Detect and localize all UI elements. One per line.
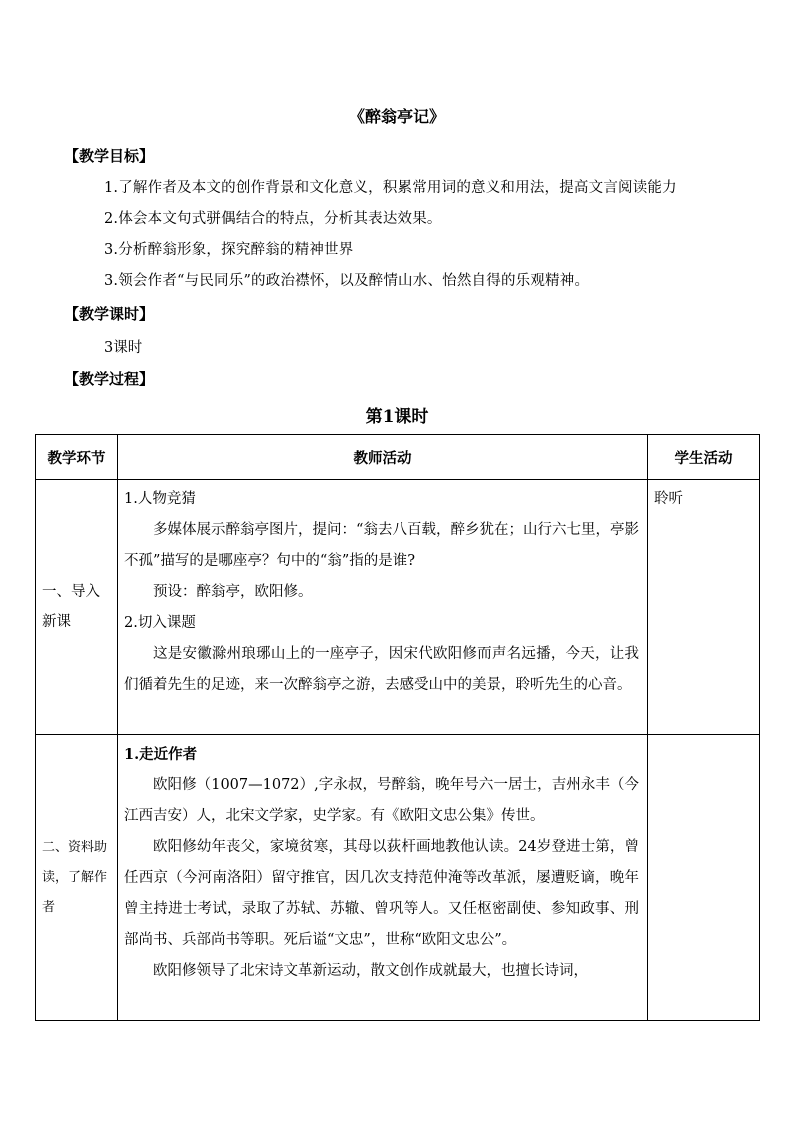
activity-paragraph: 欧阳修（1007—1072）,字永叔，号醉翁，晚年号六一居士，吉州永丰（今江西吉安）人，北宋文学家，史学家。有《欧阳文忠公集》传世。	[124, 777, 639, 824]
header-teacher: 教师活动	[118, 435, 648, 480]
activity-subheading: 1.走近作者	[124, 746, 198, 763]
goal-item-2: 2.体会本文句式骈偶结合的特点，分析其表达效果。	[104, 211, 442, 227]
activity-subheading: 1.人物竞猜	[124, 491, 196, 507]
stage-cell: 二、资料助读，了解作者	[36, 735, 118, 1021]
process-heading: 【教学过程】	[64, 370, 155, 388]
goal-item-1: 1.了解作者及本文的创作背景和文化意义，积累常用词的意义和用法，提高文言阅读能力	[104, 180, 677, 196]
activity-subheading: 2.切入课题	[124, 615, 196, 631]
lesson-title: 第1课时	[365, 407, 429, 427]
goals-heading: 【教学目标】	[64, 147, 155, 165]
activity-paragraph: 预设：醉翁亭，欧阳修。	[153, 584, 313, 600]
student-activity-cell: 聆听	[648, 480, 760, 735]
header-stage: 教学环节	[36, 435, 118, 480]
table-header-row	[36, 435, 760, 480]
hours-value: 3课时	[104, 340, 143, 356]
stage-cell: 一、导入新课	[36, 480, 118, 735]
table-row	[36, 480, 760, 735]
activity-paragraph: 欧阳修领导了北宋诗文革新运动，散文创作成就最大，也擅长诗词，	[153, 963, 588, 979]
activity-paragraph: 欧阳修幼年丧父，家境贫寒，其母以荻杆画地教他认读。24岁登进士第，曾任西京（今河南洛阳）留守推官，因几次支持范仲淹等改革派，屡遭贬谪，晚年曾主持进士考试，录取了苏轼、苏辙、曾巩等人。又任枢密副使、参知政事、刑部尚书、兵部尚书等职。死后谥“文忠”，世称“欧阳文忠公”。	[124, 839, 639, 948]
table-row	[36, 735, 760, 1021]
document-title: 《醉翁亭记》	[348, 107, 445, 126]
header-student: 学生活动	[648, 435, 760, 480]
teacher-activity-cell	[118, 735, 648, 1021]
hours-heading: 【教学课时】	[64, 305, 155, 323]
lesson-table	[35, 434, 760, 1021]
activity-paragraph: 这是安徽滁州琅琊山上的一座亭子，因宋代欧阳修而声名远播，今天，让我们循着先生的足迹，来一次醉翁亭之游，去感受山中的美景，聆听先生的心音。	[124, 646, 639, 693]
activity-paragraph: 多媒体展示醉翁亭图片，提问：“翁去八百载，醉乡犹在；山行六七里，亭影不孤”描写的是哪座亭？句中的“翁”指的是谁?	[124, 522, 639, 569]
student-activity-cell	[648, 735, 760, 1021]
teacher-activity-cell	[118, 480, 648, 735]
goal-item-3: 3.分析醉翁形象，探究醉翁的精神世界	[104, 242, 354, 258]
goal-item-4: 3.领会作者“与民同乐”的政治襟怀，以及醉情山水、怡然自得的乐观精神。	[104, 273, 590, 289]
